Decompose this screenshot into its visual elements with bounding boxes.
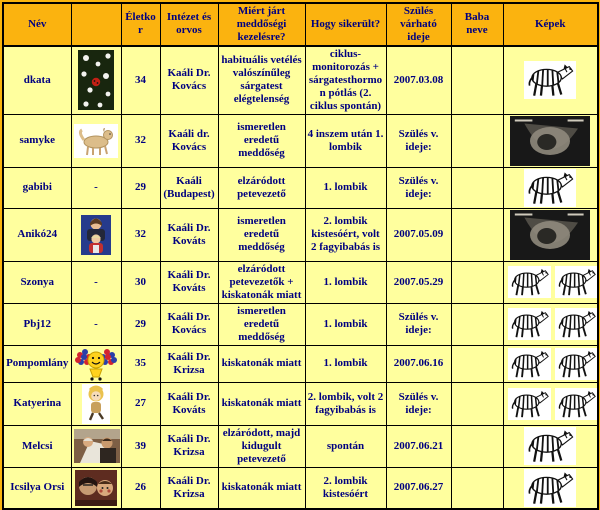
table-row [3,425,598,467]
age-cell: 30 [121,261,160,303]
table-row [3,208,598,261]
member-name-cell: Szonya [3,261,71,303]
due-date-cell: 2007.05.09 [386,208,451,261]
due-date-cell: Szülés v. ideje: [386,167,451,208]
age-cell: 39 [121,425,160,467]
doll-avatar [82,384,110,424]
mother-child-photo-avatar [81,215,111,255]
age-cell: 35 [121,345,160,382]
avatar-cell [71,208,121,261]
outcome-cell: 1. lombik [305,261,386,303]
col-header-age: Életkor [121,3,160,46]
due-date-cell: 2007.03.08 [386,46,451,114]
reason-cell: elzáródott petevezető [218,167,305,208]
member-name-cell: Icsilya Orsi [3,467,71,509]
age-cell: 29 [121,167,160,208]
baby-name-cell [451,382,503,425]
mother-baby-photo-avatar [75,470,117,506]
ultrasound-picture[interactable] [510,210,590,260]
baby-name-cell [451,467,503,509]
age-cell: 32 [121,208,160,261]
age-cell: 29 [121,303,160,345]
pictures-cell [503,303,598,345]
avatar-cell [71,114,121,167]
outcome-cell: 2. lombik kistesóért [305,467,386,509]
table-row [3,167,598,208]
family-photo-avatar [74,429,120,463]
zebra-picture[interactable] [555,308,598,340]
zebra-picture[interactable] [524,469,576,507]
baby-name-cell [451,425,503,467]
institute-cell: Kaáli Dr. Kovács [160,303,218,345]
pictures-cell [503,114,598,167]
avatar-cell: - [71,303,121,345]
zebra-picture[interactable] [508,308,551,340]
institute-cell: Kaáli Dr. Kovács [160,46,218,114]
institute-cell: Kaáli Dr. Krizsa [160,345,218,382]
ultrasound-picture[interactable] [510,116,590,166]
avatar-cell [71,46,121,114]
baby-name-cell [451,46,503,114]
reason-cell: elzáródott petevezetők + kiskatonák miatt [218,261,305,303]
pictures-cell [503,261,598,303]
pictures-cell [503,167,598,208]
institute-cell: Kaáli dr. Kovács [160,114,218,167]
reason-cell: kiskatonák miatt [218,345,305,382]
avatar-cell [71,345,121,382]
baby-name-cell [451,114,503,167]
col-header-pictures: Képek [503,3,598,46]
member-name-cell: Pompomlány [3,345,71,382]
baby-name-cell [451,345,503,382]
col-header-institute: Intézet és orvos [160,3,218,46]
due-date-cell: Szülés v. ideje: [386,303,451,345]
member-name-cell: Anikó24 [3,208,71,261]
zebra-picture[interactable] [524,169,576,207]
table-row [3,114,598,167]
due-date-cell: 2007.06.27 [386,467,451,509]
table-row [3,46,598,114]
institute-cell: Kaáli (Budapest) [160,167,218,208]
member-name-cell: dkata [3,46,71,114]
col-header-due-date: Szülés várható ideje [386,3,451,46]
col-header-baby-name: Baba neve [451,3,503,46]
due-date-cell: Szülés v. ideje: [386,382,451,425]
table-row [3,345,598,382]
pictures-cell [503,208,598,261]
zebra-picture[interactable] [524,427,576,465]
institute-cell: Kaáli Dr. Krizsa [160,467,218,509]
member-name-cell: samyke [3,114,71,167]
zebra-picture[interactable] [508,266,551,298]
header-row [3,3,598,46]
institute-cell: Kaáli Dr. Kováts [160,208,218,261]
zebra-picture[interactable] [508,348,551,380]
zebra-picture[interactable] [555,266,598,298]
reason-cell: ismeretlen eredetű meddőség [218,303,305,345]
baby-name-cell [451,261,503,303]
table-row [3,467,598,509]
reason-cell: ismeretlen eredetű meddőség [218,208,305,261]
pictures-cell [503,467,598,509]
due-date-cell: Szülés v. ideje: [386,114,451,167]
member-name-cell: Pbj12 [3,303,71,345]
avatar-cell: - [71,261,121,303]
outcome-cell: 1. lombik [305,167,386,208]
pictures-cell [503,425,598,467]
zebra-picture[interactable] [524,61,576,99]
reason-cell: habituális vetélés valószínűleg sárgatest elégtelenség [218,46,305,114]
table-row [3,261,598,303]
pompom-smiley-avatar [75,347,117,381]
dog-avatar [74,124,118,158]
age-cell: 32 [121,114,160,167]
institute-cell: Kaáli Dr. Kováts [160,382,218,425]
pictures-cell [503,382,598,425]
pictures-cell [503,345,598,382]
age-cell: 27 [121,382,160,425]
institute-cell: Kaáli Dr. Kováts [160,261,218,303]
pictures-cell [503,46,598,114]
avatar-cell [71,425,121,467]
baby-name-cell [451,303,503,345]
reason-cell: kiskatonák miatt [218,382,305,425]
table-row [3,382,598,425]
avatar-cell [71,467,121,509]
zebra-picture[interactable] [555,348,598,380]
col-header-avatar [71,3,121,46]
outcome-cell: 2. lombik kistesóért, volt 2 fagyibabás is [305,208,386,261]
member-name-cell: Katyerina [3,382,71,425]
col-header-name: Név [3,3,71,46]
outcome-cell: 2. lombik, volt 2 fagyibabás is [305,382,386,425]
due-date-cell: 2007.06.16 [386,345,451,382]
outcome-cell: 1. lombik [305,345,386,382]
age-cell: 34 [121,46,160,114]
reason-cell: kiskatonák miatt [218,467,305,509]
outcome-cell: spontán [305,425,386,467]
outcome-cell: ciklus-monitorozás + sárgatesthormon pótlás (2. ciklus spontán) [305,46,386,114]
reason-cell: ismeretlen eredetű meddőség [218,114,305,167]
outcome-cell: 1. lombik [305,303,386,345]
outcome-cell: 4 inszem után 1. lombik [305,114,386,167]
col-header-reason: Miért járt meddőségi kezelésre? [218,3,305,46]
table-row [3,303,598,345]
member-name-cell: Melcsi [3,425,71,467]
due-date-cell: 2007.05.29 [386,261,451,303]
member-name-cell: gabibi [3,167,71,208]
due-date-cell: 2007.06.21 [386,425,451,467]
flowers-ladybug-avatar [78,50,114,110]
table-body [3,46,598,509]
baby-name-cell [451,167,503,208]
avatar-cell [71,382,121,425]
fertility-table [2,2,599,510]
avatar-cell: - [71,167,121,208]
baby-name-cell [451,208,503,261]
reason-cell: elzáródott, majd kidugult petevezető [218,425,305,467]
institute-cell: Kaáli Dr. Krizsa [160,425,218,467]
col-header-outcome: Hogy sikerült? [305,3,386,46]
age-cell: 26 [121,467,160,509]
zebra-picture[interactable] [508,388,551,420]
zebra-picture[interactable] [555,388,598,420]
